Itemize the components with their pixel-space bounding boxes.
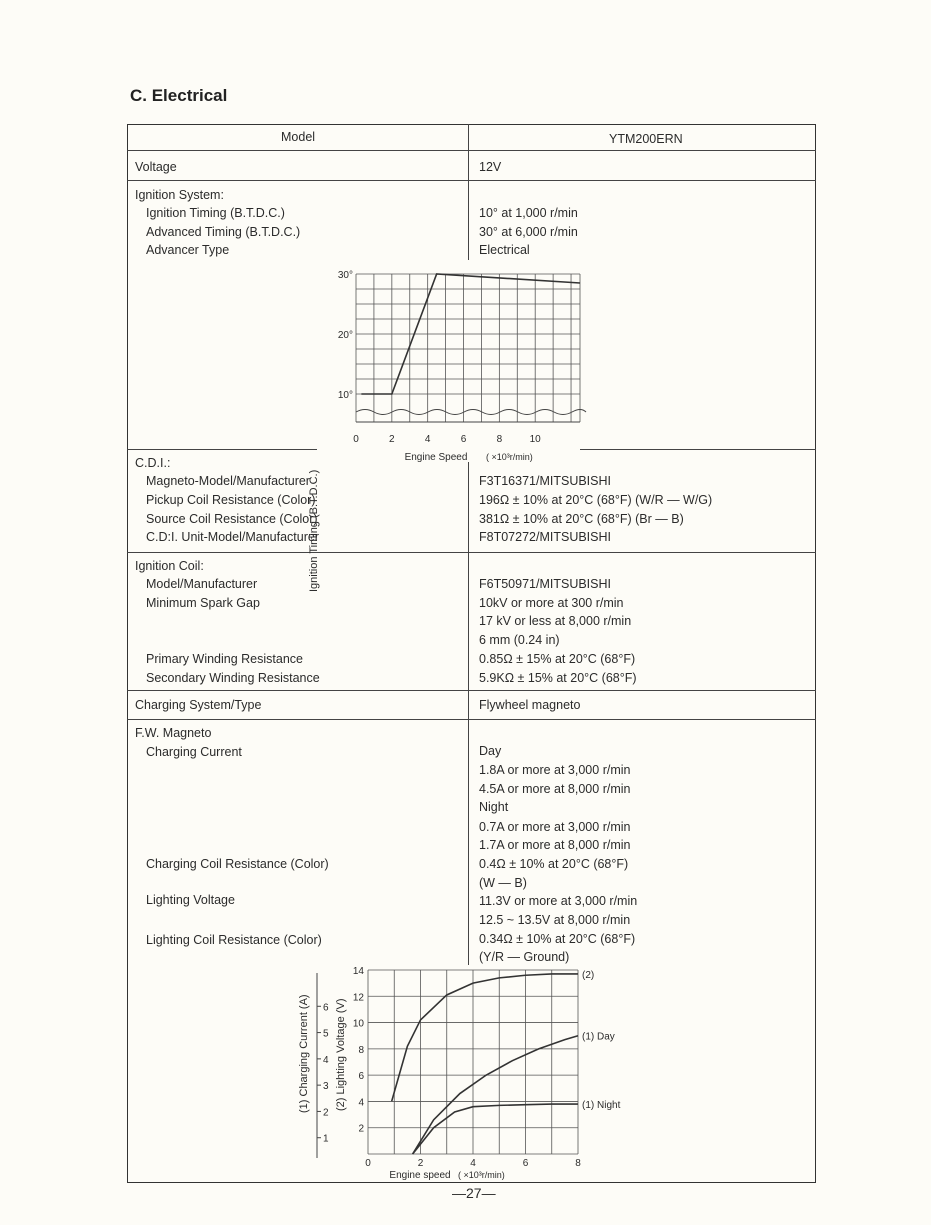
lighting-voltage-value: 11.3V or more at 3,000 r/min	[479, 894, 638, 908]
voltage-label: Voltage	[135, 160, 177, 174]
model-label: Model	[281, 130, 316, 144]
y-tick-label: 20°	[337, 330, 353, 341]
x-tick-label: 8	[496, 434, 503, 445]
charging-system-label: Charging System/Type	[135, 698, 262, 712]
series-line-current-day	[413, 1036, 578, 1154]
x-tick-label: 10	[529, 434, 541, 445]
x-axis-label: Engine speed	[389, 1170, 451, 1181]
voltage-tick-label: 10	[352, 1018, 364, 1030]
charging-current-value: 0.7A or more at 3,000 r/min	[479, 820, 631, 834]
current-tick-label: 4	[323, 1054, 329, 1066]
magneto-model-label: Magneto-Model/Manufacturer	[146, 474, 310, 488]
ignition-coil-label: Ignition Coil:	[135, 559, 204, 573]
voltage-y-axis-label: (2) Lighting Voltage (V)	[335, 998, 347, 1111]
model-value: YTM200ERN	[609, 132, 683, 146]
coil-model-value: F6T50971/MITSUBISHI	[479, 577, 611, 591]
secondary-winding-value: 5.9KΩ ± 15% at 20°C (68°F)	[479, 671, 637, 685]
section-title: C. Electrical	[130, 86, 228, 105]
ignition-timing-value: 10° at 1,000 r/min	[479, 206, 578, 220]
current-tick-label: 6	[323, 1002, 329, 1014]
charging-chart	[290, 958, 650, 1183]
voltage-tick-label: 6	[358, 1071, 364, 1083]
pickup-coil-value: 196Ω ± 10% at 20°C (68°F) (W/R — W/G)	[479, 493, 713, 507]
spark-gap-value-3: 6 mm (0.24 in)	[479, 633, 560, 647]
series-line-voltage	[392, 974, 578, 1101]
charging-current-value: 1.8A or more at 3,000 r/min	[479, 763, 631, 777]
x-axis-label: Engine Speed	[404, 452, 468, 463]
charging-current-value: 4.5A or more at 8,000 r/min	[479, 782, 631, 796]
advanced-timing-value: 30° at 6,000 r/min	[479, 225, 578, 239]
advancer-type-label: Advancer Type	[146, 243, 230, 257]
cdi-label: C.D.I.:	[135, 456, 171, 470]
current-tick-label: 1	[323, 1133, 329, 1145]
row-divider	[127, 449, 317, 450]
voltage-tick-label: 8	[358, 1044, 364, 1056]
charging-current-label: Charging Current	[146, 745, 242, 759]
charging-coil-res-value: (W — B)	[479, 876, 527, 890]
charging-coil-res-value: 0.4Ω ± 10% at 20°C (68°F)	[479, 857, 629, 871]
lighting-voltage-label: Lighting Voltage	[146, 893, 235, 907]
fw-magneto-label: F.W. Magneto	[135, 726, 212, 740]
legend-label: (2)	[582, 969, 595, 981]
series-line-current-night	[413, 1104, 578, 1154]
x-tick-label: 2	[417, 1158, 424, 1169]
lighting-coil-value: 0.34Ω ± 10% at 20°C (68°F)	[479, 932, 636, 946]
current-tick-label: 2	[323, 1107, 329, 1119]
lighting-coil-label: Lighting Coil Resistance (Color)	[146, 933, 322, 947]
x-tick-label: 4	[424, 434, 431, 445]
y-tick-label: 10°	[337, 390, 353, 401]
ignition-y-axis-label: Ignition Timing (B.T.D.C.)	[308, 469, 320, 592]
source-coil-label: Source Coil Resistance (Color)	[146, 512, 318, 526]
current-tick-label: 5	[323, 1028, 329, 1040]
x-tick-label: 6	[522, 1158, 529, 1169]
page-number: —27—	[452, 1185, 496, 1201]
charging-current-value: Day	[479, 744, 502, 758]
ignition-timing-label: Ignition Timing (B.T.D.C.)	[146, 206, 285, 220]
x-tick-label: 6	[460, 434, 467, 445]
voltage-tick-label: 2	[358, 1123, 364, 1135]
x-tick-label: 8	[575, 1158, 581, 1169]
secondary-winding-label: Secondary Winding Resistance	[146, 671, 320, 685]
axis-break-squiggle	[356, 410, 586, 415]
cdi-unit-label: C.D:I. Unit-Model/Manufacturer	[146, 530, 319, 544]
voltage-value: 12V	[479, 160, 502, 174]
charging-current-value: Night	[479, 800, 509, 814]
ignition-system-label: Ignition System:	[135, 188, 224, 202]
row-divider	[127, 552, 816, 553]
current-tick-label: 3	[323, 1081, 329, 1093]
primary-winding-label: Primary Winding Resistance	[146, 652, 303, 666]
row-divider	[127, 180, 816, 181]
voltage-tick-label: 14	[352, 966, 364, 977]
charging-system-value: Flywheel magneto	[479, 698, 581, 712]
x-axis-unit: ( ×10³r/min)	[486, 452, 533, 462]
spark-gap-value-2: 17 kV or less at 8,000 r/min	[479, 614, 632, 628]
legend-label: (1) Night	[582, 1100, 621, 1112]
spark-gap-label: Minimum Spark Gap	[146, 596, 260, 610]
x-tick-label: 4	[470, 1158, 476, 1169]
pickup-coil-label: Pickup Coil Resistance (Color)	[146, 493, 316, 507]
y-tick-label: 30°	[337, 270, 353, 281]
x-axis-unit: ( ×10³r/min)	[458, 1170, 505, 1180]
row-divider	[127, 690, 816, 691]
advanced-timing-label: Advanced Timing (B.T.D.C.)	[146, 225, 301, 239]
current-y-axis-label: (1) Charging Current (A)	[298, 994, 310, 1113]
voltage-tick-label: 4	[358, 1097, 364, 1109]
cdi-unit-value: F8T07272/MITSUBISHI	[479, 530, 611, 544]
coil-model-label: Model/Manufacturer	[146, 577, 258, 591]
charging-coil-res-label: Charging Coil Resistance (Color)	[146, 857, 329, 871]
x-tick-label: 0	[353, 434, 359, 445]
magneto-model-value: F3T16371/MITSUBISHI	[479, 474, 611, 488]
voltage-tick-label: 12	[352, 992, 364, 1004]
row-divider	[580, 449, 816, 450]
x-tick-label: 0	[365, 1158, 371, 1169]
source-coil-value: 381Ω ± 10% at 20°C (68°F) (Br — B)	[479, 512, 684, 526]
legend-label: (1) Day	[582, 1031, 615, 1043]
charging-current-value: 1.7A or more at 8,000 r/min	[479, 838, 631, 852]
row-divider	[127, 150, 816, 151]
advancer-type-value: Electrical	[479, 243, 530, 257]
lighting-voltage-value: 12.5 ~ 13.5V at 8,000 r/min	[479, 913, 631, 927]
row-divider	[127, 719, 816, 720]
x-tick-label: 2	[389, 434, 395, 445]
primary-winding-value: 0.85Ω ± 15% at 20°C (68°F)	[479, 652, 636, 666]
column-divider-lower	[468, 462, 469, 965]
column-divider	[468, 124, 469, 260]
spark-gap-value-1: 10kV or more at 300 r/min	[479, 596, 624, 610]
lighting-coil-value: (Y/R — Ground)	[479, 950, 570, 964]
